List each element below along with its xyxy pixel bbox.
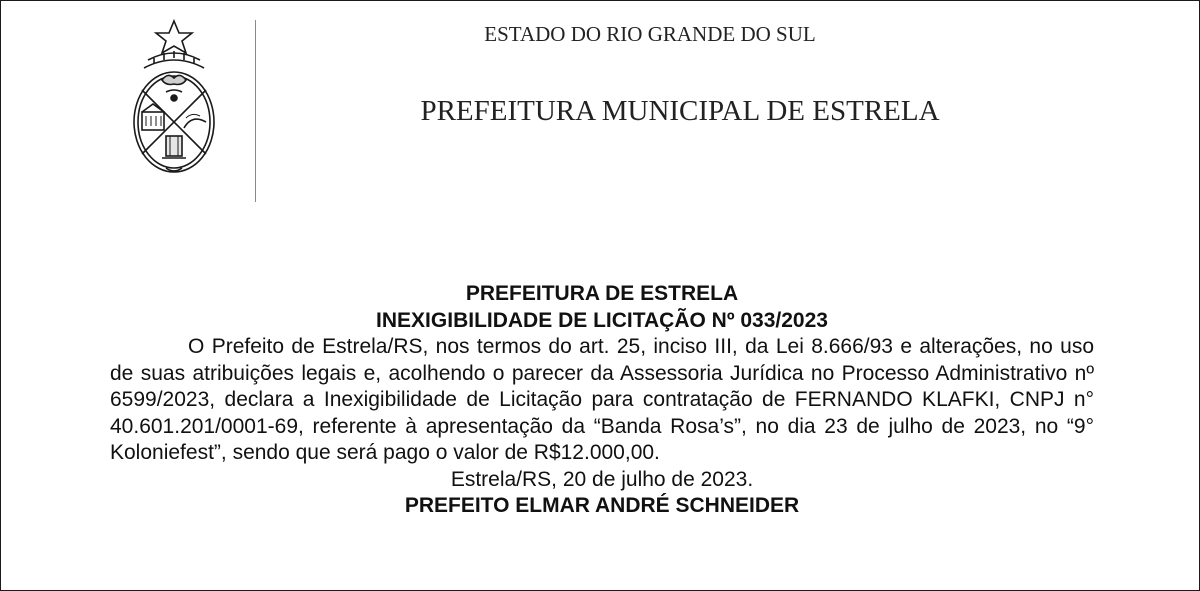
header-divider xyxy=(255,20,256,202)
coat-of-arms-icon xyxy=(126,18,222,176)
notice-title: INEXIGIBILIDADE DE LICITAÇÃO Nº 033/2023 xyxy=(376,308,828,332)
notice-place-date: Estrela/RS, 20 de julho de 2023. xyxy=(450,467,754,491)
notice-block xyxy=(110,281,1094,520)
notice-signature: PREFEITO ELMAR ANDRÉ SCHNEIDER xyxy=(404,494,800,517)
notice-body: O Prefeito de Estrela/RS, nos termos do art. 25, inciso III, da Lei 8.666/93 e alterações, no uso de suas atribuições legais e, acolhendo o parecer da Assessoria Jurídica no Processo Administrativo nº 6599/2023, declara a Inexigibilidade de Licitação para contratação de FERNANDO KLAFKI, CNPJ n° 40.601.201/0001-69, referente à apresentação da “Banda Rosa’s”, no dia 23 de julho de 2023, no “9° Koloniefest”, sendo que será pago o valor de R$12.000,00. xyxy=(110,335,1094,464)
municipality-name: PREFEITURA MUNICIPAL DE ESTRELA xyxy=(420,95,940,127)
notice-entity: PREFEITURA DE ESTRELA xyxy=(465,282,739,305)
state-name: ESTADO DO RIO GRANDE DO SUL xyxy=(484,22,816,41)
